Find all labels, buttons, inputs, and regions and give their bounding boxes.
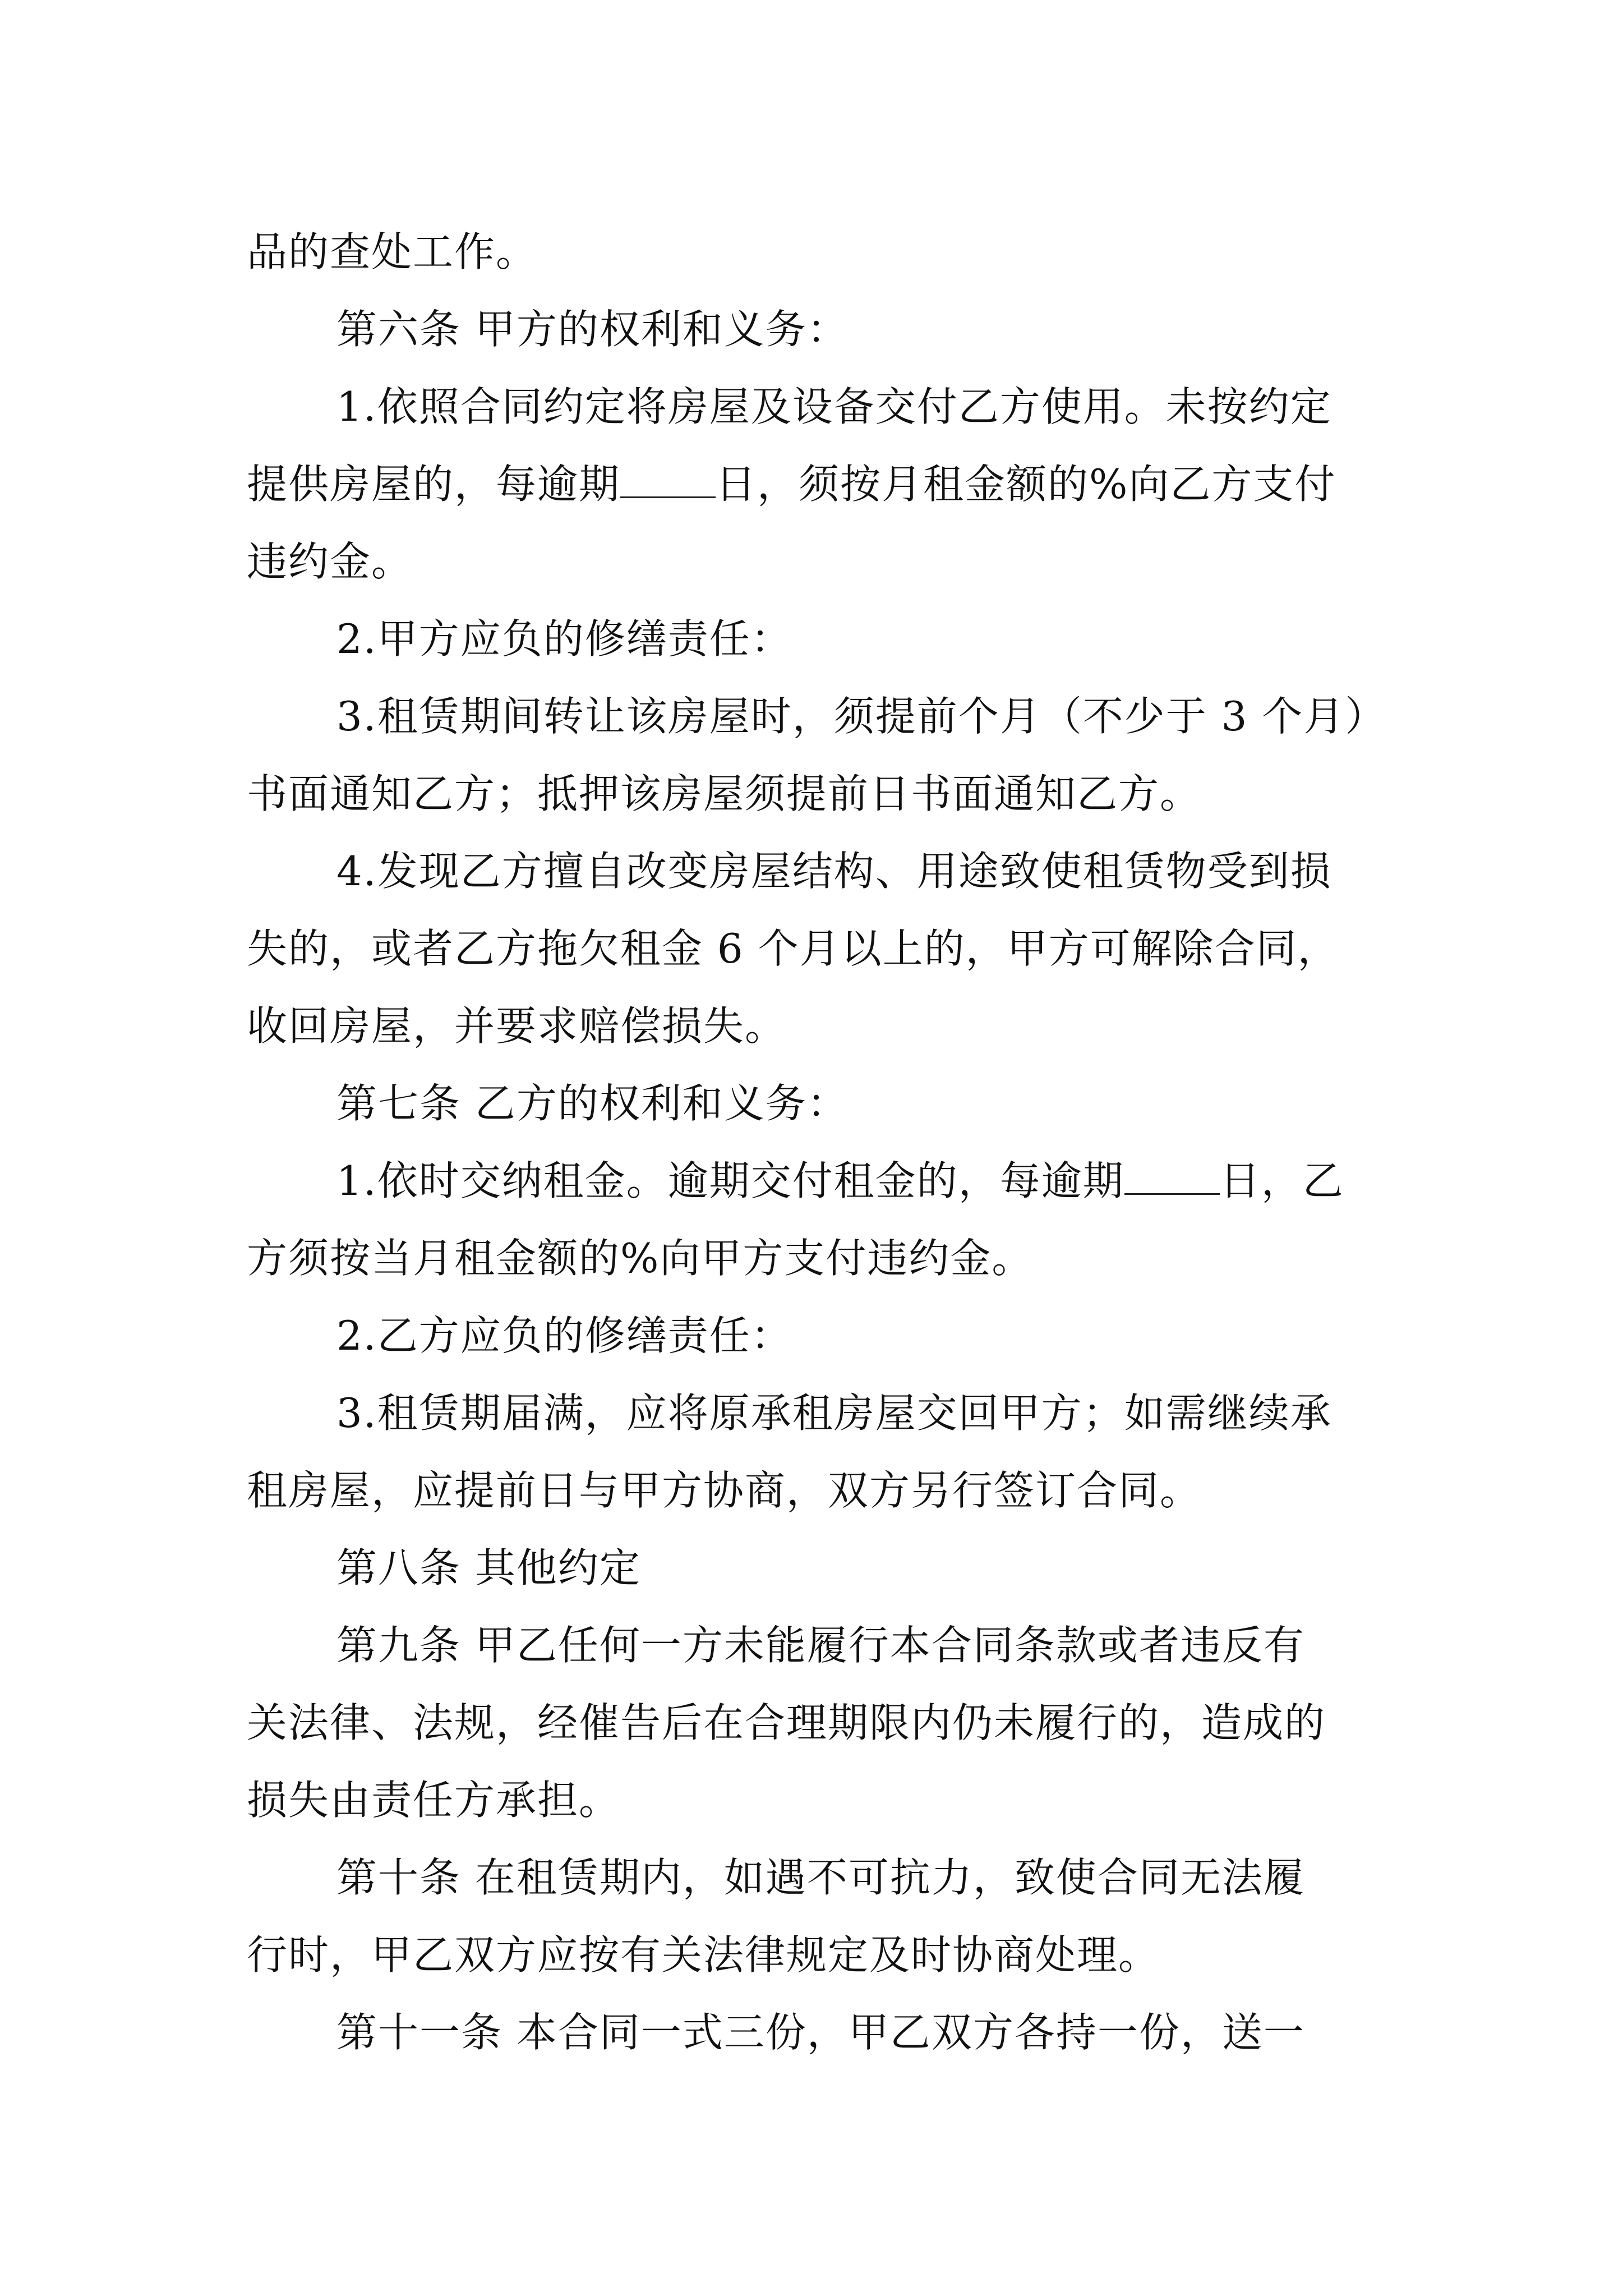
text-line: 3.租赁期间转让该房屋时，须提前个月（不少于 3 个月） — [336, 693, 1387, 740]
article-10-heading: 第十条 在租赁期内，如遇不可抗力，致使合同无法履 — [336, 1854, 1305, 1901]
article-8-heading: 第八条 其他约定 — [336, 1544, 641, 1591]
text-segment: 1.依时交纳租金。逾期交付租金的，每逾期 — [336, 1157, 1124, 1204]
text-line: 书面通知乙方；抵押该房屋须提前日书面通知乙方。 — [247, 770, 1202, 817]
text-line: 关法律、法规，经催告后在合理期限内仍未履行的，造成的 — [247, 1699, 1326, 1746]
text-line: 损失由责任方承担。 — [247, 1777, 621, 1824]
fill-in-blank — [1124, 1159, 1220, 1195]
text-line: 违约金。 — [247, 538, 413, 585]
text-line: 收回房屋，并要求赔偿损失。 — [247, 1002, 787, 1050]
text-segment: 日，乙 — [1219, 1157, 1344, 1204]
article-6-heading: 第六条 甲方的权利和义务： — [336, 306, 849, 353]
text-line: 4.发现乙方擅自改变房屋结构、用途致使租赁物受到损 — [336, 848, 1332, 895]
text-segment: 提供房屋的，每逾期 — [247, 461, 621, 508]
article-11-heading: 第十一条 本合同一式三份，甲乙双方各持一份，送一 — [336, 2009, 1305, 2056]
text-line: 行时，甲乙双方应按有关法律规定及时协商处理。 — [247, 1931, 1160, 1978]
text-segment: 日，须按月租金额的%向乙方支付 — [716, 461, 1336, 508]
fill-in-blank — [620, 463, 716, 498]
text-line — [247, 1142, 1391, 1220]
document-page — [247, 213, 1391, 2071]
text-line — [247, 445, 1391, 523]
text-line: 失的，或者乙方拖欠租金 6 个月以上的，甲方可解除合同， — [247, 925, 1339, 972]
text-line: 1.依照合同约定将房屋及设备交付乙方使用。未按约定 — [336, 383, 1332, 430]
article-9-heading: 第九条 甲乙任何一方未能履行本合同条款或者违反有 — [336, 1622, 1305, 1669]
article-7-heading: 第七条 乙方的权利和义务： — [336, 1080, 849, 1127]
text-line: 方须按当月租金额的%向甲方支付违约金。 — [247, 1235, 1034, 1282]
text-line: 3.租赁期届满，应将原承租房屋交回甲方；如需继续承 — [336, 1389, 1332, 1437]
text-line: 2.乙方应负的修缮责任： — [336, 1312, 792, 1359]
text-line: 2.甲方应负的修缮责任： — [336, 615, 792, 662]
text-line: 租房屋，应提前日与甲方协商，双方另行签订合同。 — [247, 1467, 1202, 1514]
text-line: 品的查处工作。 — [247, 228, 538, 275]
